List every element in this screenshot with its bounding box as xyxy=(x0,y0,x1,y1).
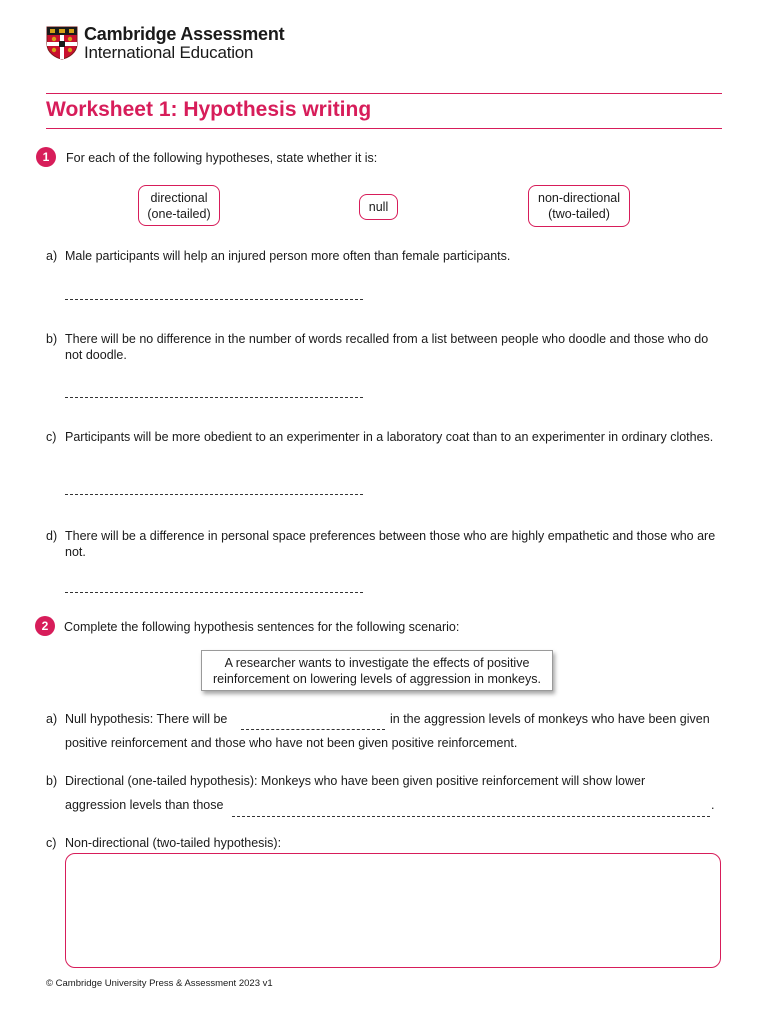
cambridge-shield-icon xyxy=(46,26,78,60)
option-line1: directional xyxy=(150,190,208,205)
copyright-footer: © Cambridge University Press & Assessment 2023 v1 xyxy=(46,978,273,989)
item-label: c) xyxy=(46,430,57,444)
question-2-prompt: Complete the following hypothesis sentences for the following scenario: xyxy=(64,620,460,634)
option-line1: null xyxy=(368,200,389,214)
option-line1: non-directional xyxy=(538,191,620,205)
question-1-number-badge: 1 xyxy=(36,147,56,167)
answer-line-2b[interactable] xyxy=(232,816,710,817)
null-hypothesis-text-after: in the aggression levels of monkeys who have been given xyxy=(390,712,710,726)
item-label: a) xyxy=(46,712,58,726)
option-line2: (two-tailed) xyxy=(548,207,610,221)
answer-box-2c[interactable] xyxy=(65,853,721,968)
brand-name-line2: International Education xyxy=(84,43,254,62)
question-1-prompt: For each of the following hypotheses, state whether it is: xyxy=(66,151,378,165)
item-label: c) xyxy=(46,836,57,850)
answer-line-1a[interactable] xyxy=(65,299,363,300)
item-label: a) xyxy=(46,249,58,263)
item-text: There will be no difference in the number of words recalled from a list between people who doodle and those who do not doodle. xyxy=(65,332,709,362)
directional-hypothesis-text-line2: aggression levels than those xyxy=(65,798,224,812)
sentence-end-period: . xyxy=(711,798,715,812)
answer-line-1d[interactable] xyxy=(65,592,363,593)
page-title: Worksheet 1: Hypothesis writing xyxy=(46,98,372,121)
option-null xyxy=(359,194,398,220)
question-2-number-badge: 2 xyxy=(35,616,55,636)
answer-line-1b[interactable] xyxy=(65,397,363,398)
item-text: Participants will be more obedient to an experimenter in a laboratory coat than to an experimenter in ordinary clothes. xyxy=(65,430,714,444)
item-label: b) xyxy=(46,774,58,788)
option-line2: (one-tailed) xyxy=(147,206,211,221)
null-hypothesis-text-before: Null hypothesis: There will be xyxy=(65,712,228,726)
title-bottom-rule xyxy=(46,128,722,129)
brand-name-line1: Cambridge Assessment xyxy=(84,24,285,44)
item-text: There will be a difference in personal space preferences between those who are highly empathetic and those who are not. xyxy=(65,529,716,559)
null-hypothesis-text-line2: positive reinforcement and those who have not been given positive reinforcement. xyxy=(65,736,518,750)
directional-hypothesis-text-line1: Directional (one-tailed hypothesis): Monkeys who have been given positive reinforcement will show lower xyxy=(65,774,646,788)
title-top-rule xyxy=(46,93,722,94)
scenario-text: A researcher wants to investigate the effects of positive reinforcement on lowering levels of aggression in monkeys. xyxy=(213,655,541,686)
item-label: d) xyxy=(46,529,58,543)
non-directional-hypothesis-text: Non-directional (two-tailed hypothesis): xyxy=(65,836,282,850)
answer-line-1c[interactable] xyxy=(65,494,363,495)
answer-line-2a[interactable] xyxy=(241,729,385,730)
option-directional xyxy=(138,185,220,226)
option-non-directional xyxy=(528,185,630,227)
item-label: b) xyxy=(46,332,58,346)
item-text: Male participants will help an injured person more often than female participants. xyxy=(65,249,511,263)
scenario-box xyxy=(201,650,553,691)
